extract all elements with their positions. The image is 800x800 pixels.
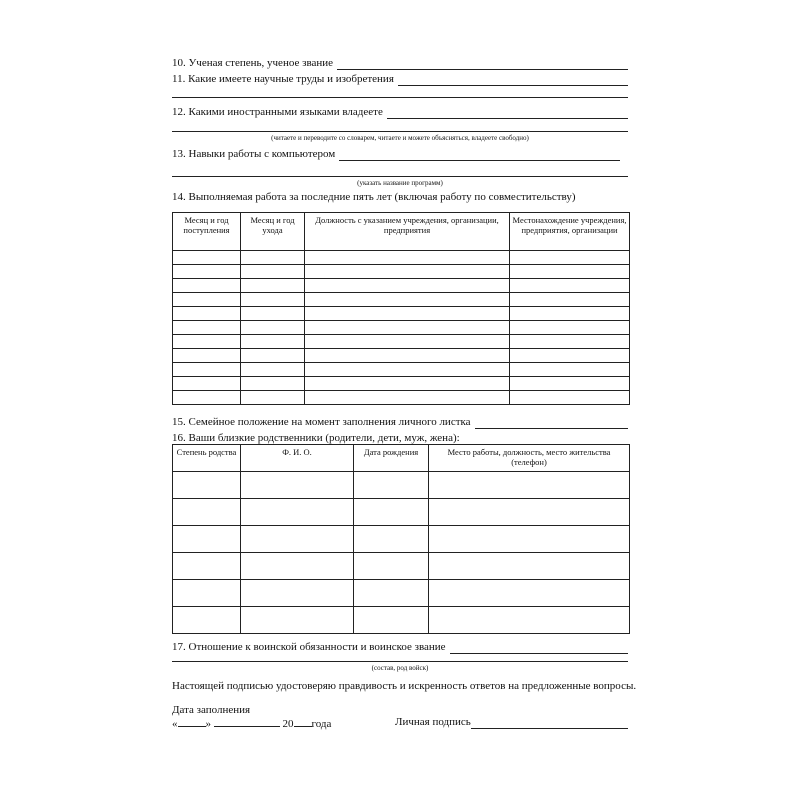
relatives-header-birthdate: Дата рождения	[354, 445, 429, 472]
work-history-cell[interactable]	[305, 363, 510, 377]
relatives-cell[interactable]	[354, 472, 429, 499]
signature-field[interactable]	[471, 718, 628, 729]
q17-field[interactable]	[450, 643, 628, 654]
relatives-row	[173, 580, 630, 607]
work-history-cell[interactable]	[510, 307, 630, 321]
work-history-cell[interactable]	[305, 279, 510, 293]
relatives-cell[interactable]	[354, 580, 429, 607]
relatives-cell[interactable]	[173, 472, 241, 499]
relatives-cell[interactable]	[354, 607, 429, 634]
relatives-row	[173, 499, 630, 526]
work-history-cell[interactable]	[510, 279, 630, 293]
date-quote-open: «	[172, 718, 178, 730]
work-history-cell[interactable]	[241, 293, 305, 307]
relatives-cell[interactable]	[241, 499, 354, 526]
work-history-cell[interactable]	[305, 377, 510, 391]
q13-field-line-2[interactable]	[172, 176, 628, 177]
relatives-cell[interactable]	[241, 607, 354, 634]
date-row	[172, 716, 331, 731]
work-history-cell[interactable]	[241, 265, 305, 279]
work-header-end: Месяц и год ухода	[241, 213, 305, 251]
work-history-cell[interactable]	[241, 349, 305, 363]
work-history-row	[173, 307, 630, 321]
q17-row	[172, 641, 628, 654]
work-history-cell[interactable]	[173, 391, 241, 405]
work-history-cell[interactable]	[510, 377, 630, 391]
work-history-row	[173, 363, 630, 377]
relatives-cell[interactable]	[173, 580, 241, 607]
work-history-cell[interactable]	[173, 363, 241, 377]
work-history-cell[interactable]	[173, 349, 241, 363]
date-label: Дата заполнения	[172, 704, 251, 716]
q12-field[interactable]	[387, 108, 628, 119]
work-history-cell[interactable]	[241, 251, 305, 265]
q11-label: 11. Какие имеете научные труды и изобретения	[172, 73, 394, 85]
q17-hint: (состав, род войск)	[371, 664, 429, 672]
work-history-cell[interactable]	[241, 307, 305, 321]
signature-row	[395, 716, 628, 729]
work-history-table	[172, 212, 630, 405]
relatives-cell[interactable]	[173, 607, 241, 634]
work-history-cell[interactable]	[305, 335, 510, 349]
work-history-row	[173, 293, 630, 307]
relatives-cell[interactable]	[354, 526, 429, 553]
q15-row	[172, 416, 628, 429]
relatives-header-workplace: Место работы, должность, место жительства (телефон)	[429, 445, 630, 472]
q15-label: 15. Семейное положение на момент заполнения личного листка	[172, 416, 471, 428]
date-month-field[interactable]	[214, 716, 280, 727]
q11-field-line-2[interactable]	[172, 97, 628, 98]
work-history-cell[interactable]	[510, 293, 630, 307]
certification-text: Настоящей подписью удостоверяю правдивость и искренность ответов на предложенные вопросы.	[172, 680, 637, 692]
work-history-cell[interactable]	[510, 391, 630, 405]
work-history-cell[interactable]	[241, 321, 305, 335]
relatives-cell[interactable]	[241, 580, 354, 607]
work-history-cell[interactable]	[305, 307, 510, 321]
work-header-start: Месяц и год поступления	[173, 213, 241, 251]
work-history-cell[interactable]	[173, 293, 241, 307]
work-history-cell[interactable]	[510, 265, 630, 279]
date-year-suffix: года	[311, 718, 332, 730]
work-history-cell[interactable]	[305, 265, 510, 279]
date-quote-close: »	[205, 718, 211, 730]
work-history-cell[interactable]	[241, 391, 305, 405]
signature-label: Личная подпись	[395, 716, 471, 728]
work-history-cell[interactable]	[305, 293, 510, 307]
relatives-header-name: Ф. И. О.	[241, 445, 354, 472]
relatives-row	[173, 526, 630, 553]
relatives-cell[interactable]	[173, 499, 241, 526]
q12-row	[172, 106, 628, 119]
relatives-cell[interactable]	[429, 526, 630, 553]
q11-field[interactable]	[398, 75, 628, 86]
work-history-cell[interactable]	[305, 251, 510, 265]
work-history-cell[interactable]	[241, 363, 305, 377]
work-header-location: Местонахождение учреждения, предприятия, организации	[510, 213, 630, 251]
relatives-cell[interactable]	[173, 553, 241, 580]
work-history-cell[interactable]	[173, 265, 241, 279]
relatives-cell[interactable]	[354, 553, 429, 580]
relatives-cell[interactable]	[429, 553, 630, 580]
work-history-cell[interactable]	[173, 321, 241, 335]
work-history-cell[interactable]	[510, 251, 630, 265]
q10-row	[172, 57, 628, 70]
work-history-cell[interactable]	[510, 321, 630, 335]
relatives-cell[interactable]	[241, 526, 354, 553]
work-history-cell[interactable]	[305, 321, 510, 335]
work-history-cell[interactable]	[173, 377, 241, 391]
relatives-row	[173, 472, 630, 499]
relatives-row	[173, 607, 630, 634]
work-history-cell[interactable]	[173, 307, 241, 321]
work-history-cell[interactable]	[173, 251, 241, 265]
q17-label: 17. Отношение к воинской обязанности и воинское звание	[172, 641, 446, 653]
work-history-cell[interactable]	[510, 335, 630, 349]
work-history-cell[interactable]	[510, 363, 630, 377]
q10-field[interactable]	[337, 59, 628, 70]
work-history-row	[173, 251, 630, 265]
relatives-table	[172, 444, 630, 634]
q13-field[interactable]	[339, 150, 620, 161]
work-history-cell[interactable]	[510, 349, 630, 363]
work-history-row	[173, 391, 630, 405]
date-year-prefix: 20	[282, 718, 294, 730]
q12-field-line-2[interactable]	[172, 131, 628, 132]
relatives-cell[interactable]	[429, 607, 630, 634]
work-history-cell[interactable]	[241, 377, 305, 391]
q12-label: 12. Какими иностранными языками владеете	[172, 106, 383, 118]
work-history-row	[173, 265, 630, 279]
relatives-cell[interactable]	[173, 526, 241, 553]
q11-row	[172, 73, 628, 86]
work-history-row	[173, 335, 630, 349]
work-history-cell[interactable]	[241, 279, 305, 293]
work-history-row	[173, 279, 630, 293]
relatives-cell[interactable]	[429, 472, 630, 499]
date-day-field[interactable]	[178, 716, 206, 727]
q13-row	[172, 148, 620, 161]
q14-label: 14. Выполняемая работа за последние пять лет (включая работу по совместительству)	[172, 191, 576, 203]
work-history-row	[173, 349, 630, 363]
relatives-cell[interactable]	[429, 580, 630, 607]
q13-label: 13. Навыки работы с компьютером	[172, 148, 336, 160]
relatives-row	[173, 553, 630, 580]
date-year-field[interactable]	[294, 716, 312, 727]
q12-hint: (читаете и переводите со словарем, читаете и можете объясняться, владеете свободно)	[271, 134, 529, 142]
relatives-header-relation: Степень родства	[173, 445, 241, 472]
q15-field[interactable]	[475, 418, 628, 429]
q16-label: 16. Ваши близкие родственники (родители, дети, муж, жена):	[172, 432, 460, 444]
q17-field-line-2[interactable]	[172, 661, 628, 662]
relatives-cell[interactable]	[241, 472, 354, 499]
q13-hint: (указать название программ)	[357, 179, 443, 187]
relatives-cell[interactable]	[354, 499, 429, 526]
q10-label: 10. Ученая степень, ученое звание	[172, 57, 334, 69]
relatives-cell[interactable]	[241, 553, 354, 580]
work-history-row	[173, 377, 630, 391]
relatives-cell[interactable]	[429, 499, 630, 526]
work-history-cell[interactable]	[305, 349, 510, 363]
work-header-position: Должность с указанием учреждения, организации, предприятия	[305, 213, 510, 251]
work-history-cell[interactable]	[173, 335, 241, 349]
work-history-cell[interactable]	[241, 335, 305, 349]
work-history-row	[173, 321, 630, 335]
work-history-cell[interactable]	[305, 391, 510, 405]
work-history-cell[interactable]	[173, 279, 241, 293]
